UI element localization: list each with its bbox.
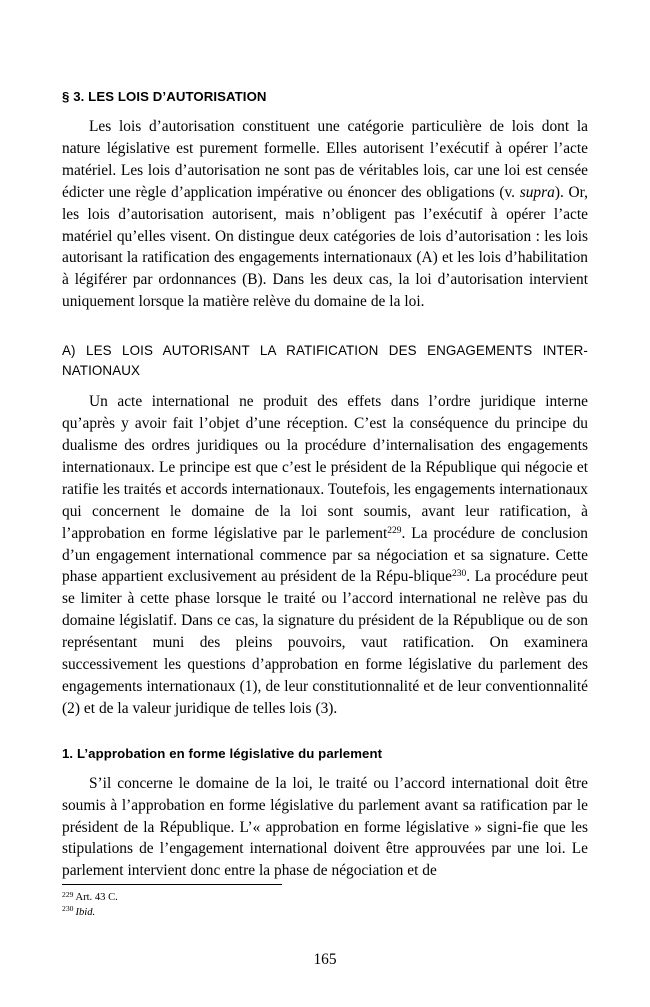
footnote-marker: 229 [62, 889, 74, 899]
item-1-heading: 1. L’approbation en forme législative du parlement [62, 745, 383, 761]
item-spacer [62, 720, 588, 745]
paragraph-italic-supra: supra [519, 183, 555, 201]
section-spacer [62, 313, 588, 341]
section-heading: § 3. LES LOIS D’AUTORISATION [62, 89, 267, 104]
page-number: 165 [313, 951, 337, 968]
paragraph-text-part-2: ). Or, les lois d’autorisation autorisent, mais n’obligent pas l’exécutif à opérer l’acte matériel qu’elles visent. On distingue deux catégories de lois d’autorisation : les lois autorisant la ratification des engagements internationaux (A) et les lois d’habilitation à légiférer par ordonnances (B). Dans les deux cas, la loi d’autorisation intervient uniquement lorsque la matière relève du domaine de la loi. [62, 183, 588, 311]
subsection-a-heading: A) LES LOIS AUTORISANT LA RATIFICATION DES ENGAGEMENTS INTER-NATIONAUX [62, 343, 588, 378]
footnote-area [62, 884, 588, 920]
footnote-item [62, 891, 588, 906]
paragraph-text-part-1: Les lois d’autorisation constituent une catégorie particulière de lois dont la nature législative est purement formelle. Elles autorisent l’exécutif à opérer l’acte matériel. Les lois d’autorisation ne sont pas de véritables lois, car une loi est censée édicter une règle d’application impérative ou énoncer des obligations (v. [62, 118, 588, 201]
subsection-a-text-part-1: Un acte international ne produit des effets dans l’ordre juridique interne qu’après y avoir fait l’objet d’une réception. C’est la conséquence du principe du dualisme des ordres juridiques ou la procédure d’internalisation des engagements internationaux. Le principe est que c’est le président de la République qui négocie et ratifie les traités et accords internationaux. Toutefois, les engagements internationaux qui concernent le domaine de la loi sont soumis, avant leur ratification, à l’approbation en forme législative par le parlement [62, 393, 588, 542]
footnote-text: Art. 43 C. [75, 892, 118, 903]
footnote-separator-rule [62, 884, 282, 885]
footnote-marker: 230 [62, 904, 74, 914]
paragraph-item-1: S’il concerne le domaine de la loi, le traité ou l’accord international doit être soumis à l’approbation en forme législative du parlement avant sa ratification par le président de la République. L’« approbation en forme législative » signi-fie que les stipulations de l’engagement international doivent être approuvées par une loi. Le parlement intervient donc entre la phase de négociation et de [62, 774, 588, 880]
subsection-a-text-part-2: . La procédure de conclusion d’un engagement international commence par sa négociation et sa signature. Cette phase appartient exclusivement au président de la Répu-blique [62, 524, 589, 586]
footnote-item [62, 906, 588, 921]
footnote-text-italic: Ibid. [75, 906, 96, 918]
footnote-reference-229[interactable]: 229 [387, 524, 402, 536]
subsection-a-text-part-3: . La procédure peut se limiter à cette phase lorsque le traité ou l’accord international ne relève pas du domaine législatif. Dans ce cas, la signature du président de la République ou de son représentant muni des pleins pouvoirs, vaut ratification. On examinera successivement les questions d’approbation en forme législative du parlement des engagements internationaux (1), de leur constitutionnalité et de leur conventionnalité (2) et de la valeur juridique de telles lois (3). [62, 568, 588, 717]
paragraph-section-intro [62, 116, 588, 313]
page-content [62, 88, 588, 882]
paragraph-subsection-a [62, 391, 588, 720]
footnote-reference-230[interactable]: 230 [451, 568, 467, 580]
